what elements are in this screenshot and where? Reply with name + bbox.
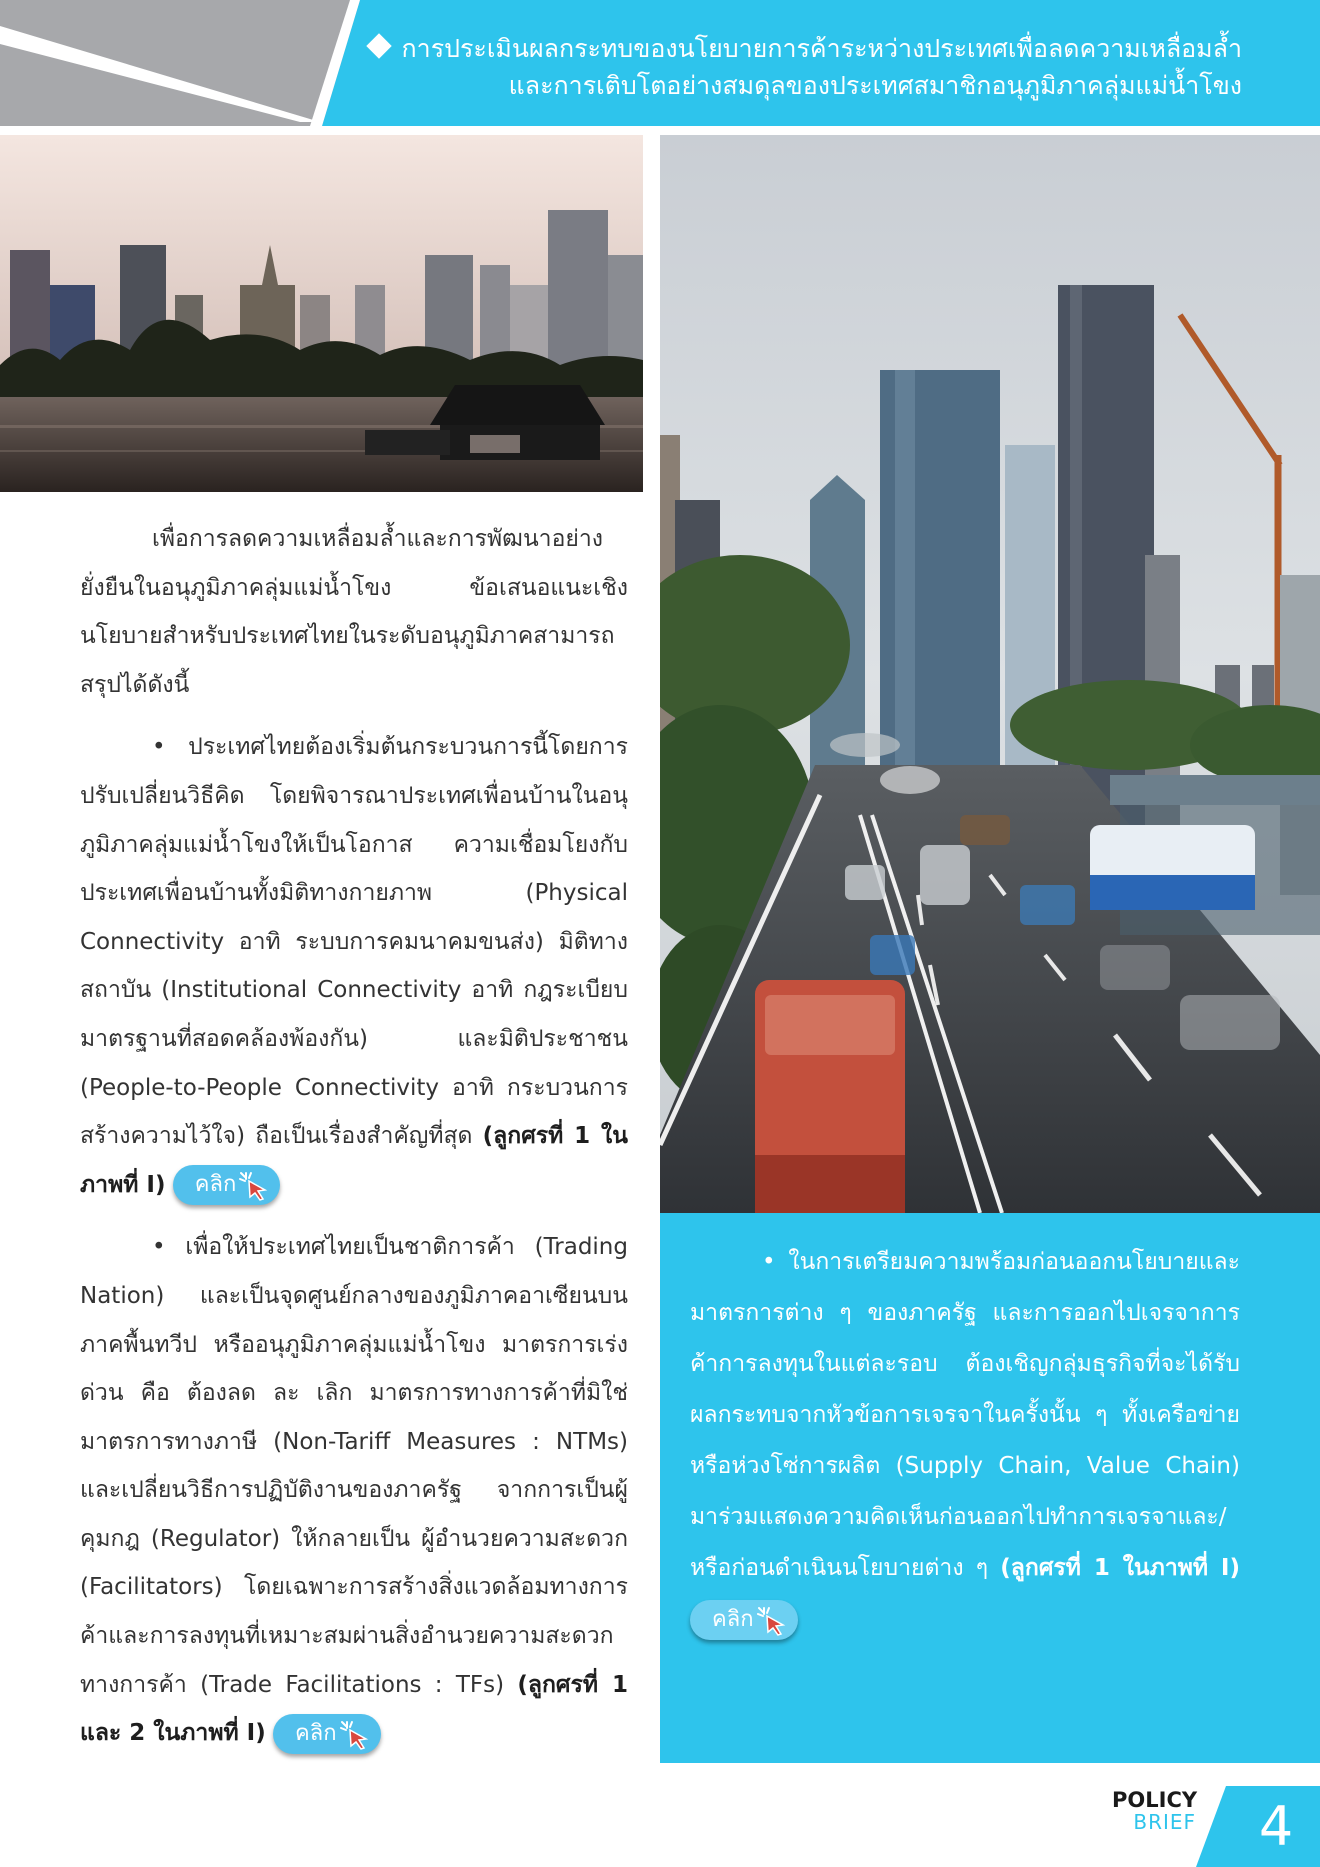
bullet-1-reference: (ลูกศรที่ 1 ในภาพที่ I)	[80, 1123, 628, 1198]
bullet-paragraph-1	[80, 723, 628, 1209]
bullet-2-reference: (ลูกศรที่ 1 และ 2 ในภาพที่ I)	[80, 1671, 628, 1747]
cursor-click-icon	[238, 1170, 270, 1202]
cursor-click-icon	[339, 1719, 371, 1751]
bullet-1-text: • ประเทศไทยต้องเริ่มต้นกระบวนการนี้โดยการปรับเปลี่ยนวิธีคิด โดยพิจารณาประเทศเพื่อนบ้านในอนุภูมิภาคลุ่มแม่น้ำโขงให้เป็นโอกาส ความเชื่อมโยงกับประเทศเพื่อนบ้านทั้งมิติทางกายภาพ (Physical Connectivity อาทิ ระบบการคมนาคมขนส่ง) มิติทางสถาบัน (Institutional Connectivity อาทิ กฎระเบียบ มาตรฐานที่สอดคล้องพ้องกัน) และมิติประชาชน (People-to-People Connectivity อาทิ กระบวนการสร้างความไว้ใจ) ถือเป็นเรื่องสำคัญที่สุด	[80, 734, 628, 1150]
diamond-bullet-icon	[366, 33, 391, 58]
right-bullet-paragraph	[690, 1237, 1240, 1645]
click-button-label: คลิก	[194, 1172, 237, 1198]
left-column-text	[80, 515, 628, 1758]
click-button-2[interactable]	[273, 1714, 381, 1754]
click-button-label: คลิก	[295, 1720, 337, 1746]
footer-brief-label: BRIEF	[1133, 1810, 1196, 1834]
intro-paragraph	[80, 515, 628, 709]
click-button-label: คลิก	[712, 1606, 754, 1632]
bullet-2-text: • เพื่อให้ประเทศไทยเป็นชาติการค้า (Trading Nation) และเป็นจุดศูนย์กลางของภูมิภาคอาเซียนบนภาคพื้นทวีป หรืออนุภูมิภาคลุ่มแม่น้ำโขง มาตรการเร่งด่วน คือ ต้องลด ละ เลิก มาตรการทางการค้าที่มิใช่มาตรการทางภาษี (Non-Tariff Measures : NTMs) และเปลี่ยนวิธีการปฏิบัติงานของภาครัฐ จากการเป็นผู้คุมกฎ (Regulator) ให้กลายเป็น ผู้อำนวยความสะดวก (Facilitators) โดยเฉพาะการสร้างสิ่งแวดล้อมทางการค้าและการลงทุนที่เหมาะสมผ่านสิ่งอำนวยความสะดวกทางการค้า (Trade Facilitations : TFs)	[80, 1234, 628, 1698]
city-lake-photo	[0, 135, 643, 492]
page-number: 4	[1258, 1795, 1294, 1858]
right-bullet-reference: (ลูกศรที่ 1 ในภาพที่ I)	[1000, 1555, 1240, 1581]
header-title-line1: การประเมินผลกระทบของนโยบายการค้าระหว่างประเทศเพื่อลดความเหลื่อมล้ำ	[401, 34, 1242, 63]
footer-policy-label: POLICY	[1112, 1788, 1198, 1812]
intro-text: เพื่อการลดความเหลื่อมล้ำและการพัฒนาอย่างยั่งยืนในอนุภูมิภาคลุ่มแม่น้ำโขง ข้อเสนอแนะเชิงนโยบายสำหรับประเทศไทยในระดับอนุภูมิภาคสามารถสรุปได้ดังนี้	[80, 526, 628, 698]
right-box-text	[690, 1237, 1240, 1645]
click-button-1[interactable]	[173, 1165, 281, 1205]
header-title	[302, 30, 1242, 104]
click-button-3[interactable]	[690, 1600, 798, 1640]
cursor-click-icon	[756, 1605, 788, 1637]
right-bullet-text: • ในการเตรียมความพร้อมก่อนออกนโยบายและมาตรการต่าง ๆ ของภาครัฐ และการออกไปเจรจาการค้าการลงทุนในแต่ละรอบ ต้องเชิญกลุ่มธุรกิจที่จะได้รับผลกระทบจากหัวข้อการเจรจาในครั้งนั้น ๆ ทั้งเครือข่ายหรือห่วงโซ่การผลิต (Supply Chain, Value Chain) มาร่วมแสดงความคิดเห็นก่อนออกไปทำการเจรจาและ/หรือก่อนดำเนินนโยบายต่าง ๆ	[690, 1249, 1240, 1581]
header-title-line2: และการเติบโตอย่างสมดุลของประเทศสมาชิกอนุภูมิภาคลุ่มแม่น้ำโขง	[508, 71, 1242, 100]
bullet-paragraph-2	[80, 1223, 628, 1758]
city-street-photo	[660, 135, 1320, 1213]
